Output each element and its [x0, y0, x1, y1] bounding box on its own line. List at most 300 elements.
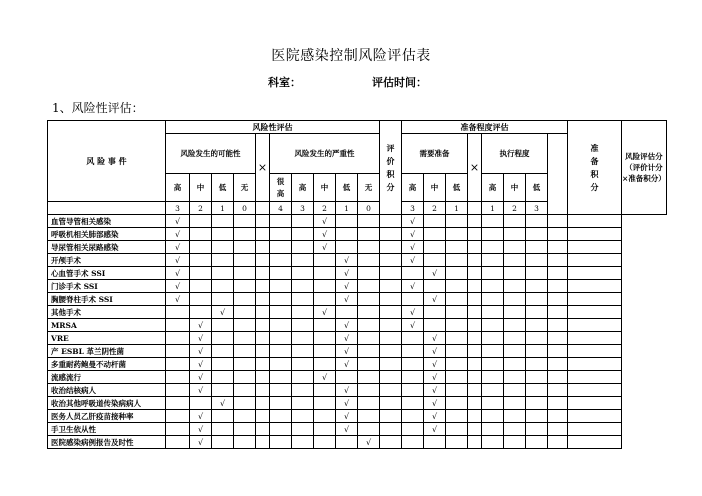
- multiply-cell: [256, 358, 270, 371]
- likelihood-cell: [234, 345, 256, 358]
- likelihood-cell: [234, 384, 256, 397]
- score-cell: [380, 436, 402, 449]
- table-row: [48, 254, 667, 267]
- score-cell: [380, 306, 402, 319]
- severity-cell: [358, 332, 380, 345]
- severity-cell: [358, 293, 380, 306]
- score-cell: [380, 332, 402, 345]
- risk-event-name: 胸腰脊柱手术 SSI: [48, 293, 166, 306]
- severity-cell: [292, 267, 314, 280]
- likelihood-cell: [212, 345, 234, 358]
- score-cell: [380, 280, 402, 293]
- need-score: 1: [446, 202, 468, 215]
- multiply-cell: [256, 371, 270, 384]
- severity-cell: √: [336, 319, 358, 332]
- exec-cell: [526, 371, 548, 384]
- need-cell: √: [424, 384, 446, 397]
- likelihood-cell: √: [190, 332, 212, 345]
- likelihood-cell: √: [190, 371, 212, 384]
- exec-cell: [482, 384, 504, 397]
- multiply-sign: ×: [468, 134, 482, 202]
- table-row: [48, 241, 667, 254]
- need-cell: [402, 358, 424, 371]
- likelihood-cell: √: [166, 267, 190, 280]
- exec-cell: [526, 436, 548, 449]
- severity-cell: [292, 410, 314, 423]
- severity-cell: [292, 293, 314, 306]
- need-cell: √: [402, 215, 424, 228]
- exec-cell: [526, 358, 548, 371]
- need-cell: [446, 332, 468, 345]
- likelihood-cell: [190, 397, 212, 410]
- exec-cell: [482, 254, 504, 267]
- likelihood-level: 高: [166, 174, 190, 202]
- risk-score-cell: [568, 306, 622, 319]
- need-score: 2: [424, 202, 446, 215]
- multiply-cell: [468, 397, 482, 410]
- risk-score-cell: [568, 293, 622, 306]
- severity-level: 很 高: [270, 174, 292, 202]
- exec-cell: [482, 215, 504, 228]
- severity-cell: [314, 423, 336, 436]
- severity-cell: [336, 306, 358, 319]
- exec-level: 高: [482, 174, 504, 202]
- severity-cell: [314, 384, 336, 397]
- need-cell: [424, 306, 446, 319]
- need-cell: √: [402, 319, 424, 332]
- likelihood-level: 低: [212, 174, 234, 202]
- department-label: 科室：: [268, 76, 301, 89]
- table-row: [48, 280, 667, 293]
- need-cell: [446, 371, 468, 384]
- severity-cell: [358, 267, 380, 280]
- likelihood-cell: [166, 436, 190, 449]
- risk-event-name: 血管导管相关感染: [48, 215, 166, 228]
- severity-header: 风险发生的严重性: [270, 134, 380, 174]
- risk-score-cell: [568, 241, 622, 254]
- prep-score-cell: [548, 371, 568, 384]
- exec-cell: [526, 306, 548, 319]
- severity-cell: [358, 371, 380, 384]
- likelihood-cell: [234, 436, 256, 449]
- severity-level: 高: [292, 174, 314, 202]
- exec-cell: [526, 280, 548, 293]
- severity-cell: [270, 241, 292, 254]
- severity-level: 无: [358, 174, 380, 202]
- need-cell: [446, 280, 468, 293]
- severity-cell: [270, 345, 292, 358]
- multiply-cell: [468, 436, 482, 449]
- likelihood-cell: [166, 332, 190, 345]
- multiply-cell: [468, 280, 482, 293]
- likelihood-cell: [212, 215, 234, 228]
- prep-score-cell: [548, 267, 568, 280]
- need-cell: [402, 371, 424, 384]
- need-cell: [446, 384, 468, 397]
- risk-event-name: 导尿管相关尿路感染: [48, 241, 166, 254]
- risk-assessment-table: [47, 120, 667, 449]
- score-cell: [380, 293, 402, 306]
- likelihood-cell: [234, 306, 256, 319]
- exec-cell: [526, 319, 548, 332]
- severity-cell: √: [314, 241, 336, 254]
- exec-cell: [526, 241, 548, 254]
- severity-cell: [314, 332, 336, 345]
- exec-cell: [482, 293, 504, 306]
- multiply-blank: [468, 202, 482, 215]
- likelihood-level: 中: [190, 174, 212, 202]
- need-cell: √: [424, 358, 446, 371]
- multiply-cell: [256, 384, 270, 397]
- exec-cell: [504, 254, 526, 267]
- exec-cell: [526, 267, 548, 280]
- severity-cell: [270, 293, 292, 306]
- severity-cell: [358, 306, 380, 319]
- likelihood-cell: √: [166, 293, 190, 306]
- severity-cell: [336, 215, 358, 228]
- risk-score-header: [622, 121, 667, 215]
- likelihood-cell: [190, 293, 212, 306]
- need-cell: √: [402, 228, 424, 241]
- likelihood-cell: [212, 423, 234, 436]
- severity-cell: [292, 319, 314, 332]
- need-cell: √: [424, 410, 446, 423]
- table-row: [48, 293, 667, 306]
- need-cell: √: [424, 397, 446, 410]
- need-cell: [446, 293, 468, 306]
- exec-cell: [504, 423, 526, 436]
- need-cell: [446, 254, 468, 267]
- prep-score-cell: [548, 332, 568, 345]
- severity-cell: √: [336, 267, 358, 280]
- severity-cell: [292, 371, 314, 384]
- exec-cell: [526, 384, 548, 397]
- need-cell: [446, 358, 468, 371]
- prep-score-cell: [548, 306, 568, 319]
- need-cell: [402, 293, 424, 306]
- exec-cell: [504, 267, 526, 280]
- severity-cell: [292, 332, 314, 345]
- likelihood-cell: [190, 241, 212, 254]
- risk-event-name: 收治结核病人: [48, 384, 166, 397]
- severity-cell: √: [336, 358, 358, 371]
- multiply-cell: [256, 215, 270, 228]
- multiply-cell: [256, 423, 270, 436]
- severity-cell: √: [336, 423, 358, 436]
- severity-cell: [270, 332, 292, 345]
- risk-score-cell: [568, 423, 622, 436]
- need-cell: [424, 228, 446, 241]
- risk-score-cell: [568, 254, 622, 267]
- multiply-cell: [468, 423, 482, 436]
- severity-cell: [336, 371, 358, 384]
- severity-cell: √: [314, 371, 336, 384]
- score-cell: [380, 254, 402, 267]
- need-cell: [446, 306, 468, 319]
- likelihood-cell: [212, 332, 234, 345]
- exec-cell: [482, 280, 504, 293]
- exec-cell: [504, 371, 526, 384]
- severity-cell: [358, 397, 380, 410]
- need-cell: [402, 267, 424, 280]
- severity-cell: √: [314, 306, 336, 319]
- likelihood-cell: √: [212, 306, 234, 319]
- severity-cell: [358, 345, 380, 358]
- risk-event-name: 医院感染病例报告及时性: [48, 436, 166, 449]
- severity-cell: [270, 358, 292, 371]
- likelihood-cell: [234, 293, 256, 306]
- need-cell: √: [424, 371, 446, 384]
- likelihood-cell: √: [166, 280, 190, 293]
- severity-cell: √: [358, 436, 380, 449]
- exec-cell: [526, 293, 548, 306]
- multiply-cell: [256, 410, 270, 423]
- exec-cell: [482, 241, 504, 254]
- table-row: [48, 215, 667, 228]
- exec-cell: [504, 384, 526, 397]
- exec-cell: [526, 228, 548, 241]
- event-column-header: 风 险 事 件: [48, 121, 166, 202]
- need-cell: √: [424, 267, 446, 280]
- likelihood-cell: [166, 371, 190, 384]
- severity-score: 0: [358, 202, 380, 215]
- severity-cell: [358, 358, 380, 371]
- severity-cell: [314, 254, 336, 267]
- risk-event-name: MRSA: [48, 319, 166, 332]
- need-cell: [446, 319, 468, 332]
- prep-score-cell: [548, 254, 568, 267]
- multiply-cell: [468, 215, 482, 228]
- severity-cell: [314, 436, 336, 449]
- exec-cell: [482, 332, 504, 345]
- need-cell: [402, 410, 424, 423]
- likelihood-cell: [166, 319, 190, 332]
- exec-cell: [482, 423, 504, 436]
- multiply-cell: [468, 345, 482, 358]
- exec-cell: [482, 306, 504, 319]
- need-cell: [446, 410, 468, 423]
- risk-score-cell: [568, 280, 622, 293]
- risk-eval-header: 风险性评估: [166, 121, 380, 134]
- score-cell: [380, 358, 402, 371]
- risk-event-name: 收治其他呼吸道传染病病人: [48, 397, 166, 410]
- severity-cell: [270, 319, 292, 332]
- likelihood-cell: √: [212, 397, 234, 410]
- severity-cell: [314, 397, 336, 410]
- severity-cell: √: [336, 293, 358, 306]
- exec-score: 3: [526, 202, 548, 215]
- severity-level: 低: [336, 174, 358, 202]
- need-cell: [402, 423, 424, 436]
- severity-cell: √: [336, 384, 358, 397]
- table-row: [48, 384, 667, 397]
- likelihood-score: 2: [190, 202, 212, 215]
- exec-score: 1: [482, 202, 504, 215]
- need-level: 低: [446, 174, 468, 202]
- multiply-cell: [256, 436, 270, 449]
- need-cell: [424, 436, 446, 449]
- exec-cell: [526, 332, 548, 345]
- exec-cell: [526, 345, 548, 358]
- severity-cell: [270, 267, 292, 280]
- need-cell: [446, 423, 468, 436]
- prep-score-cell: [548, 384, 568, 397]
- exec-cell: [482, 371, 504, 384]
- severity-cell: [314, 358, 336, 371]
- likelihood-score: 1: [212, 202, 234, 215]
- severity-cell: [358, 423, 380, 436]
- exec-cell: [482, 319, 504, 332]
- section-heading: 1、风险性评估：: [52, 101, 144, 115]
- severity-cell: [336, 241, 358, 254]
- exec-level-header: 执行程度: [482, 134, 548, 174]
- multiply-sign: ×: [256, 134, 270, 202]
- table-row: [48, 358, 667, 371]
- likelihood-cell: [166, 410, 190, 423]
- severity-cell: √: [314, 228, 336, 241]
- severity-cell: [292, 215, 314, 228]
- need-cell: [446, 436, 468, 449]
- likelihood-cell: [212, 384, 234, 397]
- score-cell: [380, 228, 402, 241]
- multiply-cell: [468, 267, 482, 280]
- need-cell: [446, 267, 468, 280]
- multiply-cell: [468, 228, 482, 241]
- need-cell: [446, 397, 468, 410]
- risk-score-cell: [568, 384, 622, 397]
- multiply-cell: [256, 293, 270, 306]
- severity-cell: [270, 423, 292, 436]
- need-cell: [446, 228, 468, 241]
- need-cell: [402, 332, 424, 345]
- likelihood-cell: [234, 410, 256, 423]
- exec-level: 中: [504, 174, 526, 202]
- need-cell: [446, 215, 468, 228]
- likelihood-cell: [212, 228, 234, 241]
- severity-cell: √: [336, 280, 358, 293]
- severity-cell: [358, 228, 380, 241]
- risk-score-cell: [568, 397, 622, 410]
- severity-cell: [270, 410, 292, 423]
- score-cell: [380, 371, 402, 384]
- likelihood-cell: [234, 254, 256, 267]
- risk-score-cell: [568, 436, 622, 449]
- severity-cell: √: [336, 397, 358, 410]
- risk-score-formula-2: ×准备积分）: [622, 174, 666, 183]
- exec-cell: [504, 241, 526, 254]
- table-row: [48, 436, 667, 449]
- likelihood-cell: [166, 358, 190, 371]
- prep-score-cell: [548, 319, 568, 332]
- table-row: [48, 319, 667, 332]
- prep-score-cell: [548, 358, 568, 371]
- need-prep-header: 需要准备: [402, 134, 468, 174]
- risk-event-name: 开颅手术: [48, 254, 166, 267]
- risk-event-name: 门诊手术 SSI: [48, 280, 166, 293]
- risk-score-cell: [568, 319, 622, 332]
- score-cell: [380, 410, 402, 423]
- likelihood-cell: [212, 319, 234, 332]
- likelihood-cell: √: [190, 319, 212, 332]
- severity-cell: [270, 384, 292, 397]
- exec-cell: [482, 228, 504, 241]
- severity-cell: √: [336, 254, 358, 267]
- severity-cell: [314, 345, 336, 358]
- severity-cell: [292, 254, 314, 267]
- multiply-cell: [468, 371, 482, 384]
- need-cell: [402, 397, 424, 410]
- prep-score-cell: [548, 228, 568, 241]
- exec-cell: [504, 228, 526, 241]
- need-level: 高: [402, 174, 424, 202]
- score-cell: [380, 267, 402, 280]
- need-cell: [424, 215, 446, 228]
- exec-cell: [504, 332, 526, 345]
- multiply-cell: [468, 358, 482, 371]
- likelihood-cell: [190, 280, 212, 293]
- need-cell: [402, 436, 424, 449]
- likelihood-cell: [190, 306, 212, 319]
- severity-cell: [270, 228, 292, 241]
- exec-cell: [526, 397, 548, 410]
- need-cell: [402, 345, 424, 358]
- severity-cell: [336, 228, 358, 241]
- severity-level: 中: [314, 174, 336, 202]
- likelihood-cell: [190, 254, 212, 267]
- risk-score-cell: [568, 358, 622, 371]
- exec-cell: [504, 319, 526, 332]
- severity-cell: √: [314, 215, 336, 228]
- multiply-cell: [468, 332, 482, 345]
- need-cell: √: [402, 306, 424, 319]
- prep-score-cell: [548, 436, 568, 449]
- likelihood-cell: √: [190, 423, 212, 436]
- likelihood-cell: [234, 319, 256, 332]
- exec-cell: [526, 410, 548, 423]
- multiply-cell: [256, 332, 270, 345]
- exec-cell: [482, 345, 504, 358]
- likelihood-cell: [190, 215, 212, 228]
- exec-cell: [504, 293, 526, 306]
- risk-event-name: 手卫生依从性: [48, 423, 166, 436]
- prep-eval-header: 准备程度评估: [402, 121, 568, 134]
- severity-score: 4: [270, 202, 292, 215]
- multiply-blank: [256, 202, 270, 215]
- prep-score-cell: [548, 293, 568, 306]
- likelihood-cell: [166, 306, 190, 319]
- likelihood-cell: [234, 215, 256, 228]
- need-cell: [402, 384, 424, 397]
- risk-event-name: VRE: [48, 332, 166, 345]
- likelihood-cell: [166, 384, 190, 397]
- severity-cell: [358, 215, 380, 228]
- table-row: [48, 332, 667, 345]
- exec-cell: [504, 358, 526, 371]
- need-level: 中: [424, 174, 446, 202]
- risk-score-formula-1: （评价计分: [625, 163, 663, 172]
- table-row: [48, 397, 667, 410]
- severity-cell: [358, 319, 380, 332]
- need-cell: √: [424, 332, 446, 345]
- need-cell: [424, 254, 446, 267]
- likelihood-cell: [166, 345, 190, 358]
- severity-cell: [292, 345, 314, 358]
- risk-score-cell: [568, 228, 622, 241]
- exec-cell: [504, 436, 526, 449]
- score-cell: [380, 397, 402, 410]
- multiply-cell: [468, 241, 482, 254]
- likelihood-cell: √: [166, 254, 190, 267]
